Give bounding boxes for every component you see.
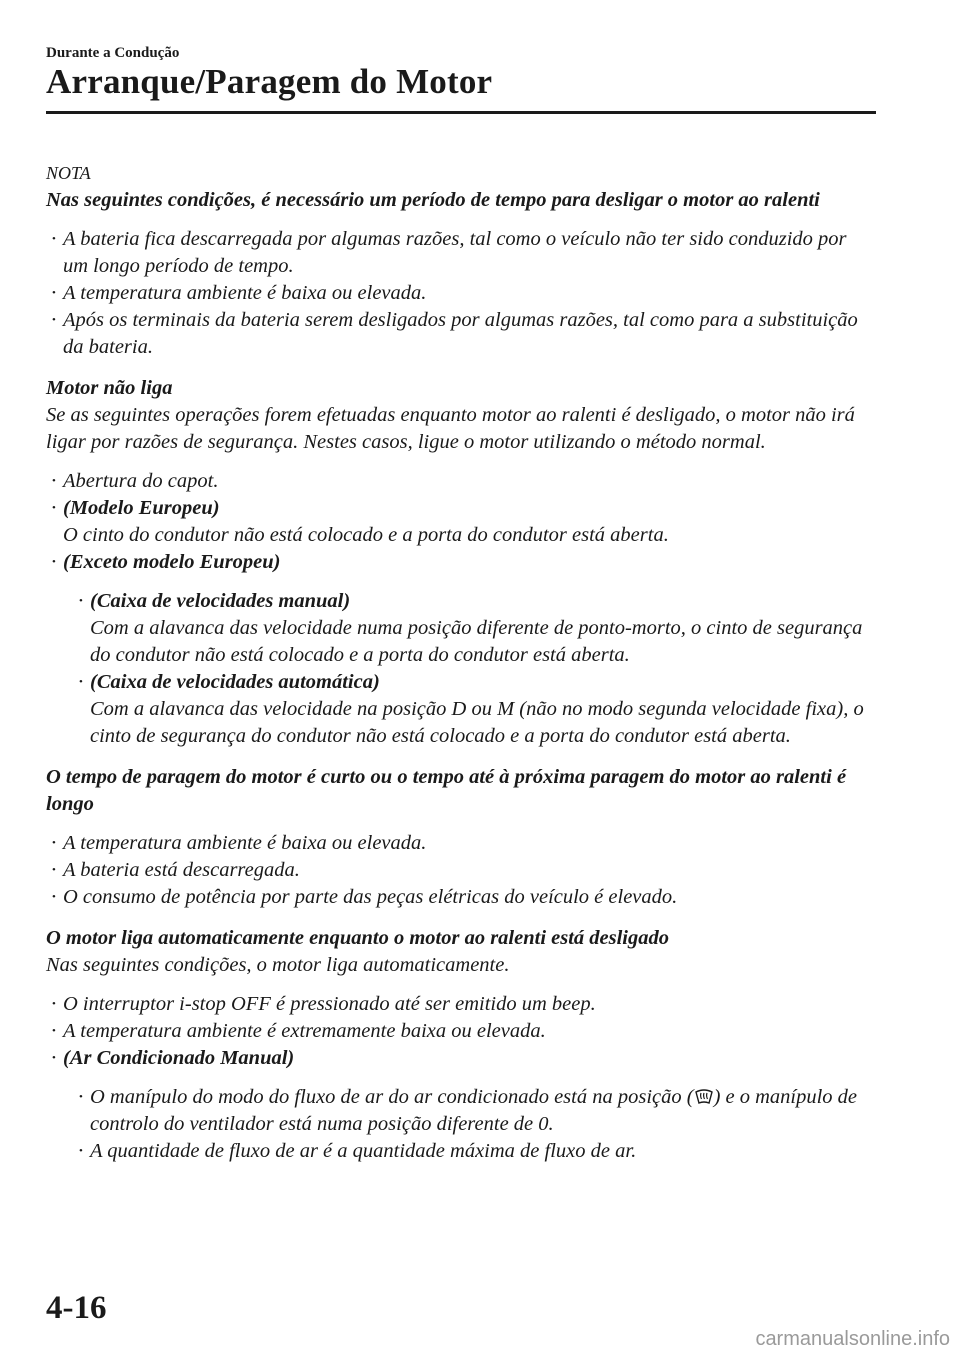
manual-ac-label: (Ar Condicionado Manual) (63, 1047, 295, 1069)
page-number: 4-16 (46, 1290, 107, 1326)
list-item (63, 495, 876, 549)
manual-ac-list (63, 1084, 876, 1165)
engine-no-start-list (46, 468, 876, 750)
windshield-defroster-icon (694, 1086, 714, 1106)
list-item (63, 1045, 876, 1165)
list-item: • A temperatura ambiente é extremamente baixa ou elevada. (63, 1018, 876, 1045)
list-item: • O interruptor i-stop OFF é pressionado até ser emitido um beep. (63, 991, 876, 1018)
non-european-label: (Exceto modelo Europeu) (63, 551, 281, 573)
ac-item-text-before: O manípulo do modo do fluxo de ar do ar condicionado está na posição ( (90, 1086, 694, 1108)
page-content (46, 160, 876, 1165)
manual-transmission-label: (Caixa de velocidades manual) (90, 590, 351, 612)
european-label: (Modelo Europeu) (63, 497, 220, 519)
transmission-list (63, 588, 876, 750)
title-divider (46, 111, 876, 114)
short-stop-list (46, 830, 876, 911)
section-label: Durante a Condução (46, 45, 180, 61)
european-text: O cinto do condutor não está colocado e a porta do condutor está aberta. (63, 524, 669, 546)
note-label: NOTA (46, 163, 91, 183)
list-item (90, 669, 876, 750)
list-item: • A temperatura ambiente é baixa ou elevada. (63, 280, 876, 307)
auto-start-heading: O motor liga automaticamente enquanto o motor ao ralenti está desligado (46, 927, 670, 949)
automatic-transmission-label: (Caixa de velocidades automática) (90, 671, 380, 693)
auto-start-list (46, 991, 876, 1165)
engine-no-start-intro: Se as seguintes operações forem efetuadas enquanto motor ao ralenti é desligado, o motor não irá ligar por razões de segurança. Nestes casos, ligue o motor utilizando o método normal. (46, 404, 855, 453)
list-item: • A temperatura ambiente é baixa ou elevada. (63, 830, 876, 857)
short-stop-heading: O tempo de paragem do motor é curto ou o tempo até à próxima paragem do motor ao ralenti é longo (46, 766, 847, 815)
list-item: • A bateria fica descarregada por algumas razões, tal como o veículo não ter sido conduzido por um longo período de tempo. (63, 226, 876, 280)
watermark: carmanualsonline.info (755, 1328, 950, 1350)
automatic-transmission-text: Com a alavanca das velocidade na posição D ou M (não no modo segunda velocidade fixa), o cinto de segurança do condutor não está colocado e a porta do condutor está aberta. (90, 698, 864, 747)
list-item: • A quantidade de fluxo de ar é a quantidade máxima de fluxo de ar. (90, 1138, 876, 1165)
note-heading: Nas seguintes condições, é necessário um período de tempo para desligar o motor ao ralenti (46, 189, 820, 211)
list-item: • Após os terminais da bateria serem desligados por algumas razões, tal como para a substituição da bateria. (63, 307, 876, 361)
manual-transmission-text: Com a alavanca das velocidade numa posição diferente de ponto-morto, o cinto de segurança do condutor não está colocado e a porta do condutor está aberta. (90, 617, 863, 666)
note-list (46, 226, 876, 361)
engine-no-start-heading: Motor não liga (46, 377, 173, 399)
list-item (90, 588, 876, 669)
list-item: • Abertura do capot. (63, 468, 876, 495)
ac-item-text-after: ) e o manípulo de controlo do ventilador está numa posição diferente de 0. (90, 1086, 858, 1135)
list-item (63, 549, 876, 750)
list-item: • A bateria está descarregada. (63, 857, 876, 884)
list-item: • O consumo de potência por parte das peças elétricas do veículo é elevado. (63, 884, 876, 911)
auto-start-intro: Nas seguintes condições, o motor liga automaticamente. (46, 954, 510, 976)
list-item (90, 1084, 876, 1138)
page-title: Arranque/Paragem do Motor (46, 62, 493, 101)
